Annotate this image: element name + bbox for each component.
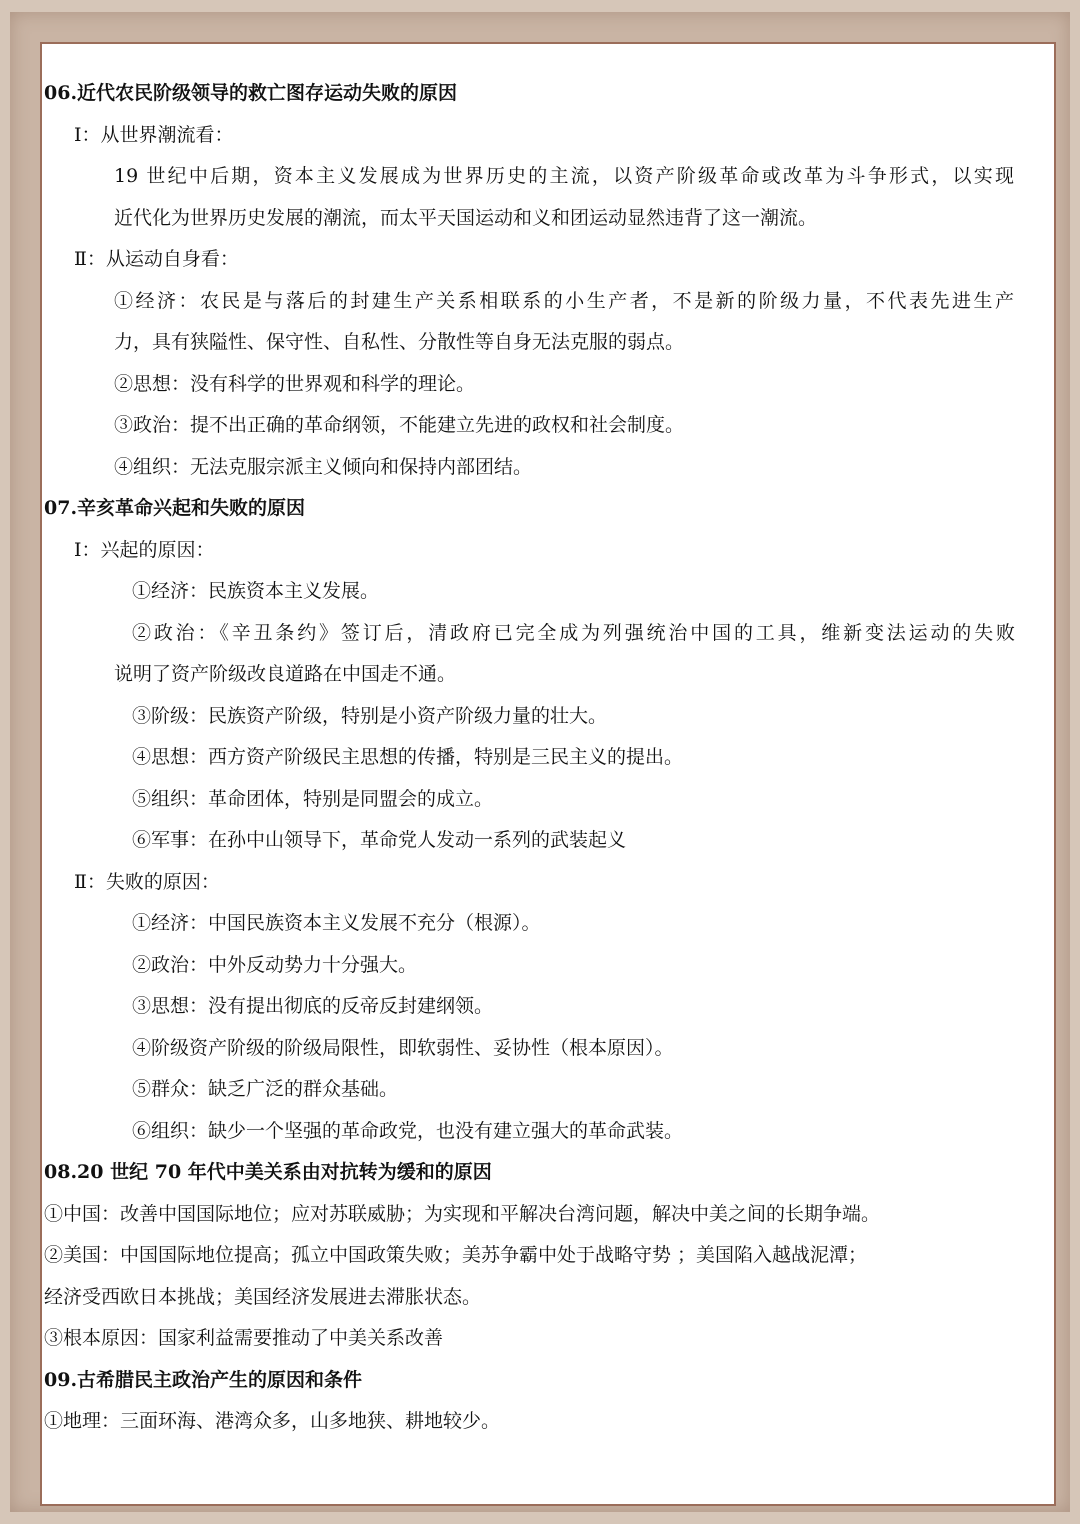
section-07-sub1-line-5: ④思想：西方资产阶级民主思想的传播，特别是三民主义的提出。 xyxy=(132,746,684,768)
section-07-sub1-line-7: ⑥军事：在孙中山领导下，革命党人发动一系列的武装起义 xyxy=(132,829,627,851)
section-06-sub2-line-1: ①经济：农民是与落后的封建生产关系相联系的小生产者，不是新的阶级力量，不代表先进生产 xyxy=(114,289,1014,312)
section-08-line-3: 经济受西欧日本挑战；美国经济发展进去滞胀状态。 xyxy=(44,1285,482,1308)
section-06-sub1-line-1: 19 世纪中后期，资本主义发展成为世界历史的主流，以资产阶级革命或改革为斗争形式，以实现 xyxy=(114,165,1014,187)
section-07-title: 07.辛亥革命兴起和失败的原因 xyxy=(44,497,306,519)
section-07-sub2-line-1: ①经济：中国民族资本主义发展不充分（根源）。 xyxy=(132,912,541,934)
section-07-sub1-label: Ⅰ：兴起的原因： xyxy=(74,538,215,561)
section-07-sub1-line-4: ③阶级：民族资产阶级，特别是小资产阶级力量的壮大。 xyxy=(132,704,608,727)
section-08-line-4: ③根本原因：国家利益需要推动了中美关系改善 xyxy=(44,1327,444,1349)
section-07-sub2-line-3: ③思想：没有提出彻底的反帝反封建纲领。 xyxy=(132,995,494,1017)
section-06-sub1-label: Ⅰ：从世界潮流看： xyxy=(74,123,234,146)
section-07-sub2-line-2: ②政治：中外反动势力十分强大。 xyxy=(132,953,418,976)
section-07-sub1-line-6: ⑤组织：革命团体，特别是同盟会的成立。 xyxy=(132,787,494,810)
section-06-sub2-line-3: ②思想：没有科学的世界观和科学的理论。 xyxy=(114,372,476,395)
section-07-sub2-label: Ⅱ：失败的原因： xyxy=(74,870,220,893)
section-06-sub1-line-2: 近代化为世界历史发展的潮流，而太平天国运动和义和团运动显然违背了这一潮流。 xyxy=(114,206,818,229)
section-07-sub1-line-3: 说明了资产阶级改良道路在中国走不通。 xyxy=(114,663,457,685)
section-08-line-1: ①中国：改善中国国际地位；应对苏联威胁；为实现和平解决台湾问题，解决中美之间的长期争端。 xyxy=(44,1202,881,1225)
section-07-sub1-line-2: ②政治：《辛丑条约》签订后，清政府已完全成为列强统治中国的工具，维新变法运动的失败 xyxy=(132,621,1015,644)
section-09-line-1: ①地理：三面环海、港湾众多，山多地狭、耕地较少。 xyxy=(44,1410,501,1432)
section-09-title: 09.古希腊民主政治产生的原因和条件 xyxy=(44,1368,363,1391)
section-06-sub2-label: Ⅱ：从运动自身看： xyxy=(74,248,239,270)
section-06-sub2-line-2: 力，具有狭隘性、保守性、自私性、分散性等自身无法克服的弱点。 xyxy=(114,331,685,353)
section-07-sub2-line-4: ④阶级资产阶级的阶级局限性，即软弱性、妥协性（根本原因）。 xyxy=(132,1036,674,1059)
section-06-sub2-line-4: ③政治：提不出正确的革命纲领，不能建立先进的政权和社会制度。 xyxy=(114,414,685,436)
section-08-line-2: ②美国：中国国际地位提高；孤立中国政策失败；美苏争霸中处于战略守势 ；美国陷入越战泥潭； xyxy=(44,1244,868,1266)
section-06-title: 06.近代农民阶级领导的救亡图存运动失败的原因 xyxy=(44,82,458,104)
section-08-title: 08.20 世纪 70 年代中美关系由对抗转为缓和的原因 xyxy=(44,1161,492,1183)
section-06-sub2-line-5: ④组织：无法克服宗派主义倾向和保持内部团结。 xyxy=(114,455,533,478)
document-body xyxy=(44,73,1044,1443)
section-07-sub1-line-1: ①经济：民族资本主义发展。 xyxy=(132,580,380,602)
section-07-sub2-line-6: ⑥组织：缺少一个坚强的革命政党，也没有建立强大的革命武装。 xyxy=(132,1119,684,1142)
section-07-sub2-line-5: ⑤群众：缺乏广泛的群众基础。 xyxy=(132,1078,399,1100)
